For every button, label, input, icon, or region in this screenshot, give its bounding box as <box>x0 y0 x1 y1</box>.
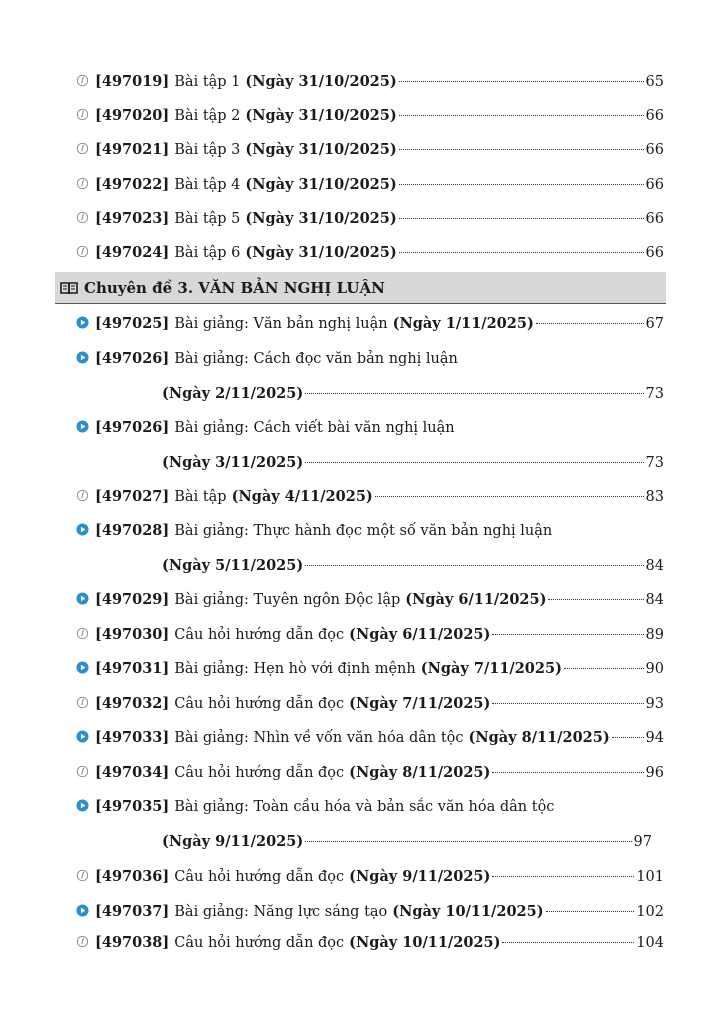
info-circle-icon <box>76 869 89 882</box>
entry-title: Bài giảng: Toàn cầu hóa và bản sắc văn hóa dân tộc <box>174 799 555 815</box>
info-circle-icon <box>76 142 89 155</box>
toc-entry[interactable] <box>76 140 664 160</box>
info-circle-icon <box>76 211 89 224</box>
entry-title: Bài tập 3 <box>174 142 241 158</box>
toc-entry[interactable] <box>76 243 664 263</box>
entry-title: Bài giảng: Văn bản nghị luận <box>174 316 388 332</box>
dot-leader <box>399 115 644 116</box>
entry-title: Bài giảng: Nhìn về vốn văn hóa dân tộc <box>174 730 464 746</box>
toc-entry[interactable] <box>76 625 664 645</box>
entry-code: [497032] <box>95 695 170 712</box>
toc-entry[interactable] <box>76 106 664 126</box>
entry-code: [497026] <box>95 419 170 436</box>
entry-page: 73 <box>645 386 664 402</box>
toc-entry-continuation[interactable] <box>162 832 652 852</box>
entry-page: 66 <box>645 177 664 193</box>
entry-title: Bài giảng: Cách đọc văn bản nghị luận <box>174 351 458 367</box>
dot-leader <box>399 149 644 150</box>
entry-page: 66 <box>645 245 664 261</box>
dot-leader <box>399 184 644 185</box>
toc-entry[interactable] <box>76 349 664 369</box>
toc-entry[interactable] <box>76 590 664 610</box>
entry-date: (Ngày 8/11/2025) <box>468 729 610 746</box>
dot-leader <box>502 942 634 943</box>
play-circle-icon <box>76 661 89 674</box>
dot-leader <box>492 703 643 704</box>
dot-leader <box>305 841 631 842</box>
play-circle-icon <box>76 523 89 536</box>
entry-date: (Ngày 2/11/2025) <box>162 385 304 402</box>
entry-code: [497037] <box>95 903 170 920</box>
info-circle-icon <box>76 177 89 190</box>
toc-entry[interactable] <box>76 867 664 887</box>
dot-leader <box>399 218 644 219</box>
dot-leader <box>305 565 643 566</box>
entry-code: [497022] <box>95 176 170 193</box>
toc-entry[interactable] <box>76 314 664 334</box>
entry-date: (Ngày 6/11/2025) <box>349 626 491 643</box>
entry-date: (Ngày 9/11/2025) <box>162 833 304 850</box>
entry-title: Bài giảng: Tuyên ngôn Độc lập <box>174 592 401 608</box>
entry-date: (Ngày 3/11/2025) <box>162 454 304 471</box>
entry-date: (Ngày 10/11/2025) <box>349 934 501 951</box>
entry-date: (Ngày 31/10/2025) <box>245 210 397 227</box>
entry-code: [497023] <box>95 210 170 227</box>
toc-entry[interactable] <box>76 487 664 507</box>
entry-title: Câu hỏi hướng dẫn đọc <box>174 765 345 781</box>
entry-code: [497021] <box>95 141 170 158</box>
play-circle-icon <box>76 592 89 605</box>
entry-code: [497031] <box>95 660 170 677</box>
entry-code: [497033] <box>95 729 170 746</box>
entry-date: (Ngày 7/11/2025) <box>420 660 562 677</box>
entry-title: Bài tập 1 <box>174 74 241 90</box>
toc-entry-continuation[interactable] <box>162 453 664 473</box>
entry-page: 97 <box>633 834 652 850</box>
entry-date: (Ngày 7/11/2025) <box>349 695 491 712</box>
toc-entry[interactable] <box>76 933 664 953</box>
info-circle-icon <box>76 245 89 258</box>
entry-date: (Ngày 5/11/2025) <box>162 557 304 574</box>
entry-page: 90 <box>645 661 664 677</box>
dot-leader <box>492 772 643 773</box>
entry-title: Bài tập <box>174 489 227 505</box>
entry-title: Câu hỏi hướng dẫn đọc <box>174 869 345 885</box>
entry-title: Bài tập 2 <box>174 108 241 124</box>
toc-entry[interactable] <box>76 521 664 541</box>
toc-entry[interactable] <box>76 694 664 714</box>
entry-page: 66 <box>645 108 664 124</box>
entry-title: Bài giảng: Cách viết bài văn nghị luận <box>174 420 455 436</box>
entry-code: [497024] <box>95 244 170 261</box>
entry-title: Câu hỏi hướng dẫn đọc <box>174 627 345 643</box>
info-circle-icon <box>76 74 89 87</box>
entry-title: Bài giảng: Năng lực sáng tạo <box>174 904 388 920</box>
dot-leader <box>305 462 643 463</box>
info-circle-icon <box>76 935 89 948</box>
section-title: Chuyên đề 3. VĂN BẢN NGHỊ LUẬN <box>84 278 385 297</box>
toc-entry[interactable] <box>76 902 664 922</box>
dot-leader <box>546 911 635 912</box>
entry-code: [497036] <box>95 868 170 885</box>
entry-title: Bài tập 4 <box>174 177 241 193</box>
toc-entry[interactable] <box>76 659 664 679</box>
entry-title: Bài tập 6 <box>174 245 241 261</box>
entry-code: [497034] <box>95 764 170 781</box>
entry-page: 94 <box>645 730 664 746</box>
dot-leader <box>399 81 644 82</box>
entry-date: (Ngày 31/10/2025) <box>245 176 397 193</box>
entry-title: Câu hỏi hướng dẫn đọc <box>174 935 345 951</box>
entry-date: (Ngày 4/11/2025) <box>231 488 373 505</box>
entry-page: 83 <box>645 489 664 505</box>
toc-entry[interactable] <box>76 175 664 195</box>
toc-entry-continuation[interactable] <box>162 384 664 404</box>
play-circle-icon <box>76 351 89 364</box>
dot-leader <box>399 252 644 253</box>
toc-entry[interactable] <box>76 72 664 92</box>
entry-code: [497026] <box>95 350 170 367</box>
dot-leader <box>548 599 643 600</box>
entry-date: (Ngày 6/11/2025) <box>405 591 547 608</box>
play-circle-icon <box>76 316 89 329</box>
entry-date: (Ngày 31/10/2025) <box>245 141 397 158</box>
dot-leader <box>375 496 644 497</box>
entry-title: Bài giảng: Hẹn hò với định mệnh <box>174 661 416 677</box>
entry-date: (Ngày 31/10/2025) <box>245 107 397 124</box>
entry-title: Bài giảng: Thực hành đọc một số văn bản nghị luận <box>174 523 553 539</box>
entry-date: (Ngày 31/10/2025) <box>245 73 397 90</box>
toc-entry[interactable] <box>76 209 664 229</box>
entry-date: (Ngày 1/11/2025) <box>392 315 534 332</box>
play-circle-icon <box>76 799 89 812</box>
entry-page: 66 <box>645 211 664 227</box>
toc-entry[interactable] <box>76 797 664 817</box>
entry-date: (Ngày 8/11/2025) <box>349 764 491 781</box>
toc-entry-continuation[interactable] <box>162 556 664 576</box>
entry-page: 101 <box>636 869 664 885</box>
info-circle-icon <box>76 765 89 778</box>
entry-page: 89 <box>645 627 664 643</box>
entry-page: 66 <box>645 142 664 158</box>
entry-code: [497030] <box>95 626 170 643</box>
entry-code: [497025] <box>95 315 170 332</box>
book-icon <box>60 281 78 295</box>
toc-entry[interactable] <box>76 763 664 783</box>
info-circle-icon <box>76 489 89 502</box>
entry-page: 102 <box>636 904 664 920</box>
entry-page: 84 <box>645 592 664 608</box>
entry-title: Câu hỏi hướng dẫn đọc <box>174 696 345 712</box>
info-circle-icon <box>76 108 89 121</box>
dot-leader <box>305 393 643 394</box>
toc-entry[interactable] <box>76 728 664 748</box>
entry-page: 104 <box>636 935 664 951</box>
entry-title: Bài tập 5 <box>174 211 241 227</box>
entry-code: [497019] <box>95 73 170 90</box>
play-circle-icon <box>76 730 89 743</box>
entry-code: [497020] <box>95 107 170 124</box>
entry-code: [497038] <box>95 934 170 951</box>
entry-page: 93 <box>645 696 664 712</box>
entry-page: 67 <box>645 316 664 332</box>
entry-code: [497035] <box>95 798 170 815</box>
toc-entry[interactable] <box>76 418 664 438</box>
entry-code: [497028] <box>95 522 170 539</box>
entry-page: 65 <box>645 74 664 90</box>
entry-code: [497029] <box>95 591 170 608</box>
info-circle-icon <box>76 627 89 640</box>
entry-page: 73 <box>645 455 664 471</box>
entry-date: (Ngày 10/11/2025) <box>392 903 544 920</box>
entry-page: 96 <box>645 765 664 781</box>
entry-date: (Ngày 9/11/2025) <box>349 868 491 885</box>
info-circle-icon <box>76 696 89 709</box>
dot-leader <box>492 876 634 877</box>
play-circle-icon <box>76 420 89 433</box>
dot-leader <box>564 668 644 669</box>
dot-leader <box>612 737 644 738</box>
entry-code: [497027] <box>95 488 170 505</box>
dot-leader <box>492 634 643 635</box>
entry-date: (Ngày 31/10/2025) <box>245 244 397 261</box>
entry-page: 84 <box>645 558 664 574</box>
play-circle-icon <box>76 904 89 917</box>
dot-leader <box>536 323 644 324</box>
section-header[interactable] <box>55 272 666 304</box>
